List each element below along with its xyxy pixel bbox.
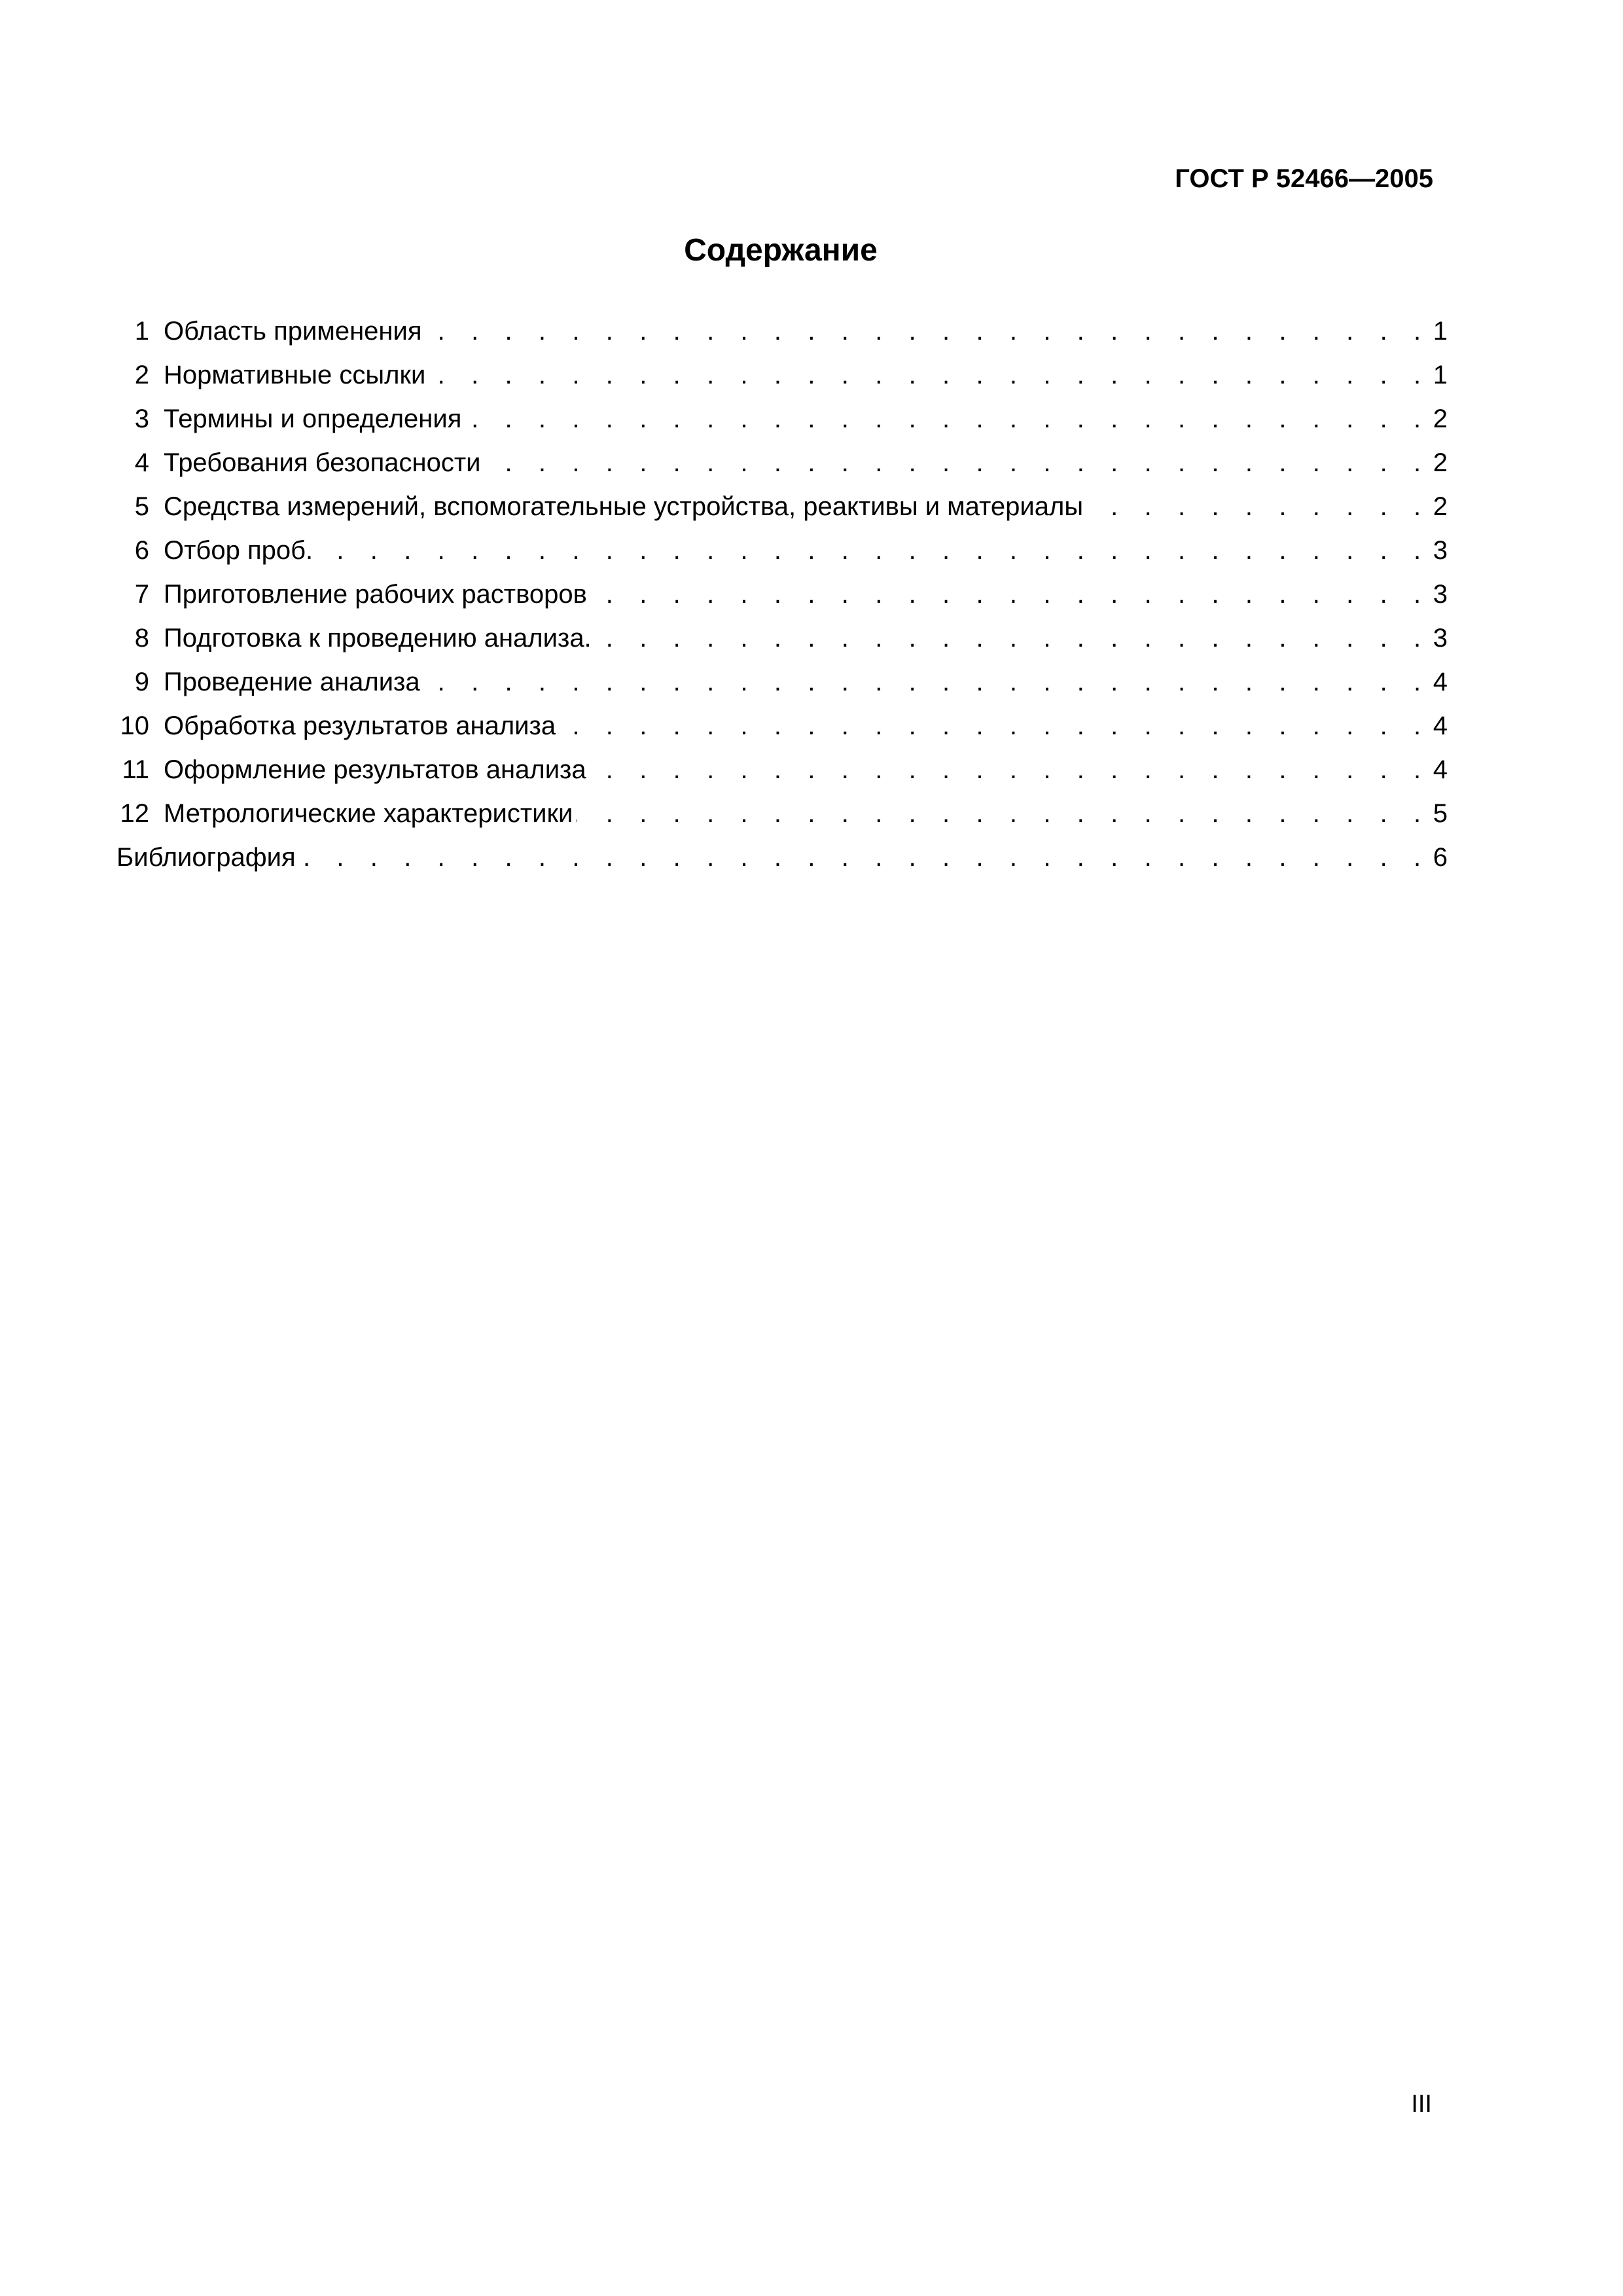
toc-entry-title: Подготовка к проведению анализа. — [164, 624, 592, 653]
toc-entry-title: Библиография — [116, 843, 296, 872]
toc-entry-page: 3 — [1433, 536, 1448, 565]
toc-title: Содержание — [684, 233, 878, 268]
toc-entry-title: Средства измерений, вспомогательные устройства, реактивы и материалы — [164, 492, 1084, 521]
dot-leader — [590, 751, 1431, 788]
toc-entry-title: Оформление результатов анализа — [164, 755, 586, 784]
toc-entry-page: 4 — [1433, 711, 1448, 740]
toc-entry-number: 9 — [134, 668, 149, 696]
toc-entry-page: 5 — [1433, 799, 1448, 828]
toc-entry-page: 2 — [1433, 492, 1448, 521]
toc-entry-page: 1 — [1433, 361, 1448, 389]
toc-entry-4[interactable] — [116, 444, 1448, 488]
toc-entry-10[interactable] — [116, 708, 1448, 751]
toc-entry-page: 1 — [1433, 317, 1448, 346]
toc-entry-12[interactable] — [116, 795, 1448, 839]
toc-entry-page: 3 — [1433, 580, 1448, 609]
dot-leader — [591, 576, 1431, 613]
document-id: ГОСТ Р 52466—2005 — [1175, 164, 1433, 193]
toc-entry-page: 4 — [1433, 668, 1448, 696]
dot-leader — [424, 664, 1431, 700]
toc-entry-11[interactable] — [116, 751, 1448, 795]
toc-entry-number: 2 — [134, 361, 149, 389]
dot-leader — [429, 357, 1430, 393]
toc-entry-number: 5 — [134, 492, 149, 521]
dot-leader — [577, 795, 1430, 832]
toc-entry-title: Требования безопасности — [164, 448, 481, 477]
toc-entry-title: Проведение анализа — [164, 668, 420, 696]
toc-entry-9[interactable] — [116, 664, 1448, 708]
toc-entry-page: 2 — [1433, 404, 1448, 433]
toc-entry-1[interactable] — [116, 313, 1448, 357]
toc-entry-number: 1 — [134, 317, 149, 346]
toc-entry-3[interactable] — [116, 401, 1448, 444]
toc-entry-number: 3 — [134, 404, 149, 433]
dot-leader — [560, 708, 1431, 744]
toc-entry-number: 6 — [134, 536, 149, 565]
toc-entry-number: 8 — [134, 624, 149, 653]
toc-entry-title: Термины и определения — [164, 404, 462, 433]
toc-entry-8[interactable] — [116, 620, 1448, 664]
toc-entry-page: 3 — [1433, 624, 1448, 653]
dot-leader — [426, 313, 1431, 350]
toc-entry-page: 2 — [1433, 448, 1448, 477]
toc-entry-number: 7 — [134, 580, 149, 609]
toc-entry-5[interactable] — [116, 488, 1448, 532]
dot-leader — [465, 401, 1430, 437]
toc-entry-number: 10 — [120, 711, 149, 740]
table-of-contents — [116, 313, 1448, 883]
toc-entry-7[interactable] — [116, 576, 1448, 620]
dot-leader — [485, 444, 1431, 481]
toc-entry-6[interactable] — [116, 532, 1448, 576]
toc-entry-title: Метрологические характеристики — [164, 799, 573, 828]
dot-leader — [300, 839, 1431, 876]
toc-entry-2[interactable] — [116, 357, 1448, 401]
toc-entry-bibliography[interactable] — [116, 839, 1448, 883]
dot-leader — [317, 532, 1431, 569]
page-number: III — [1411, 2090, 1432, 2118]
toc-entry-title: Приготовление рабочих растворов — [164, 580, 587, 609]
toc-entry-number: 12 — [120, 799, 149, 828]
toc-entry-page: 6 — [1433, 843, 1448, 872]
toc-entry-title: Обработка результатов анализа — [164, 711, 556, 740]
dot-leader — [1087, 488, 1431, 525]
toc-entry-title: Нормативные ссылки — [164, 361, 426, 389]
toc-entry-number: 11 — [122, 755, 149, 784]
toc-entry-number: 4 — [134, 448, 149, 477]
toc-entry-page: 4 — [1433, 755, 1448, 784]
toc-entry-title: Область применения — [164, 317, 422, 346]
dot-leader — [596, 620, 1431, 656]
toc-entry-title: Отбор проб. — [164, 536, 313, 565]
